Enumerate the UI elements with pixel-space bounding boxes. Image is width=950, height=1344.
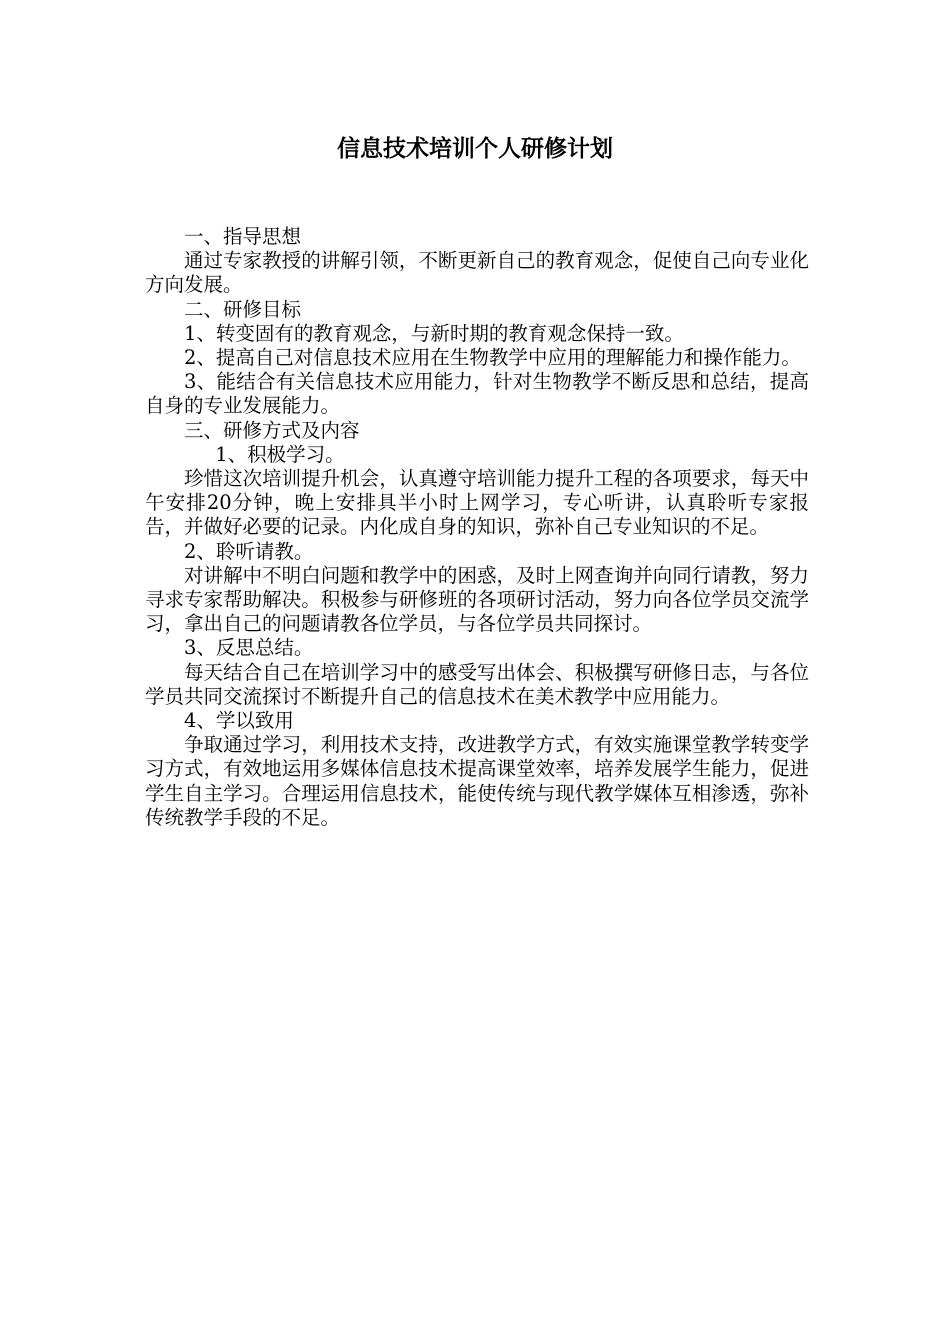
section-heading-guiding-thought: 一、指导思想 <box>184 225 302 248</box>
document-body <box>145 225 809 830</box>
goal-item: 2、提高自己对信息技术应用在生物教学中应用的理解能力和操作能力。 <box>184 346 801 370</box>
subheading-apply-learning: 4、学以致用 <box>184 709 294 733</box>
paragraph: 珍惜这次培训提升机会，认真遵守培训能力提升工程的各项要求，每天中午安排20分钟，晚上安排具半小时上网学习，专心听讲，认真聆听专家报告，并做好必要的记录。内化成自身的知识，弥补自己专业知识的不足。 <box>145 467 809 539</box>
section-heading-goals: 二、研修目标 <box>184 297 302 321</box>
section-heading-methods: 三、研修方式及内容 <box>184 418 360 442</box>
paragraph: 对讲解中不明白问题和教学中的困惑，及时上网查询并向同行请教，努力寻求专家帮助解决。积极参与研修班的各项研讨活动，努力向各位学员交流学习，拿出自己的问题请教各位学员，与各位学员共同探讨。 <box>145 563 809 636</box>
subheading-listen-consult: 2、聆听请教。 <box>184 539 314 563</box>
goal-item: 3、能结合有关信息技术应用能力，针对生物教学不断反思和总结，提高自身的专业发展能力。 <box>145 370 809 418</box>
paragraph: 每天结合自己在培训学习中的感受写出体会、积极撰写研修日志，与各位学员共同交流探讨不断提升自己的信息技术在美术教学中应用能力。 <box>145 660 809 708</box>
paragraph: 通过专家教授的讲解引领，不断更新自己的教育观念，促使自己向专业化方向发展。 <box>145 249 809 297</box>
subheading-reflect-summarize: 3、反思总结。 <box>184 636 314 660</box>
paragraph: 争取通过学习，利用技术支持，改进教学方式，有效实施课堂教学转变学习方式，有效地运用多媒体信息技术提高课堂效率，培养发展学生能力，促进学生自主学习。合理运用信息技术，能使传统与现代教学媒体互相渗透，弥补传统教学手段的不足。 <box>145 733 809 829</box>
subheading-active-learning: 1、积极学习。 <box>215 442 345 466</box>
page-title: 信息技术培训个人研修计划 <box>337 135 613 162</box>
goal-item: 1、转变固有的教育观念，与新时期的教育观念保持一致。 <box>184 321 684 345</box>
